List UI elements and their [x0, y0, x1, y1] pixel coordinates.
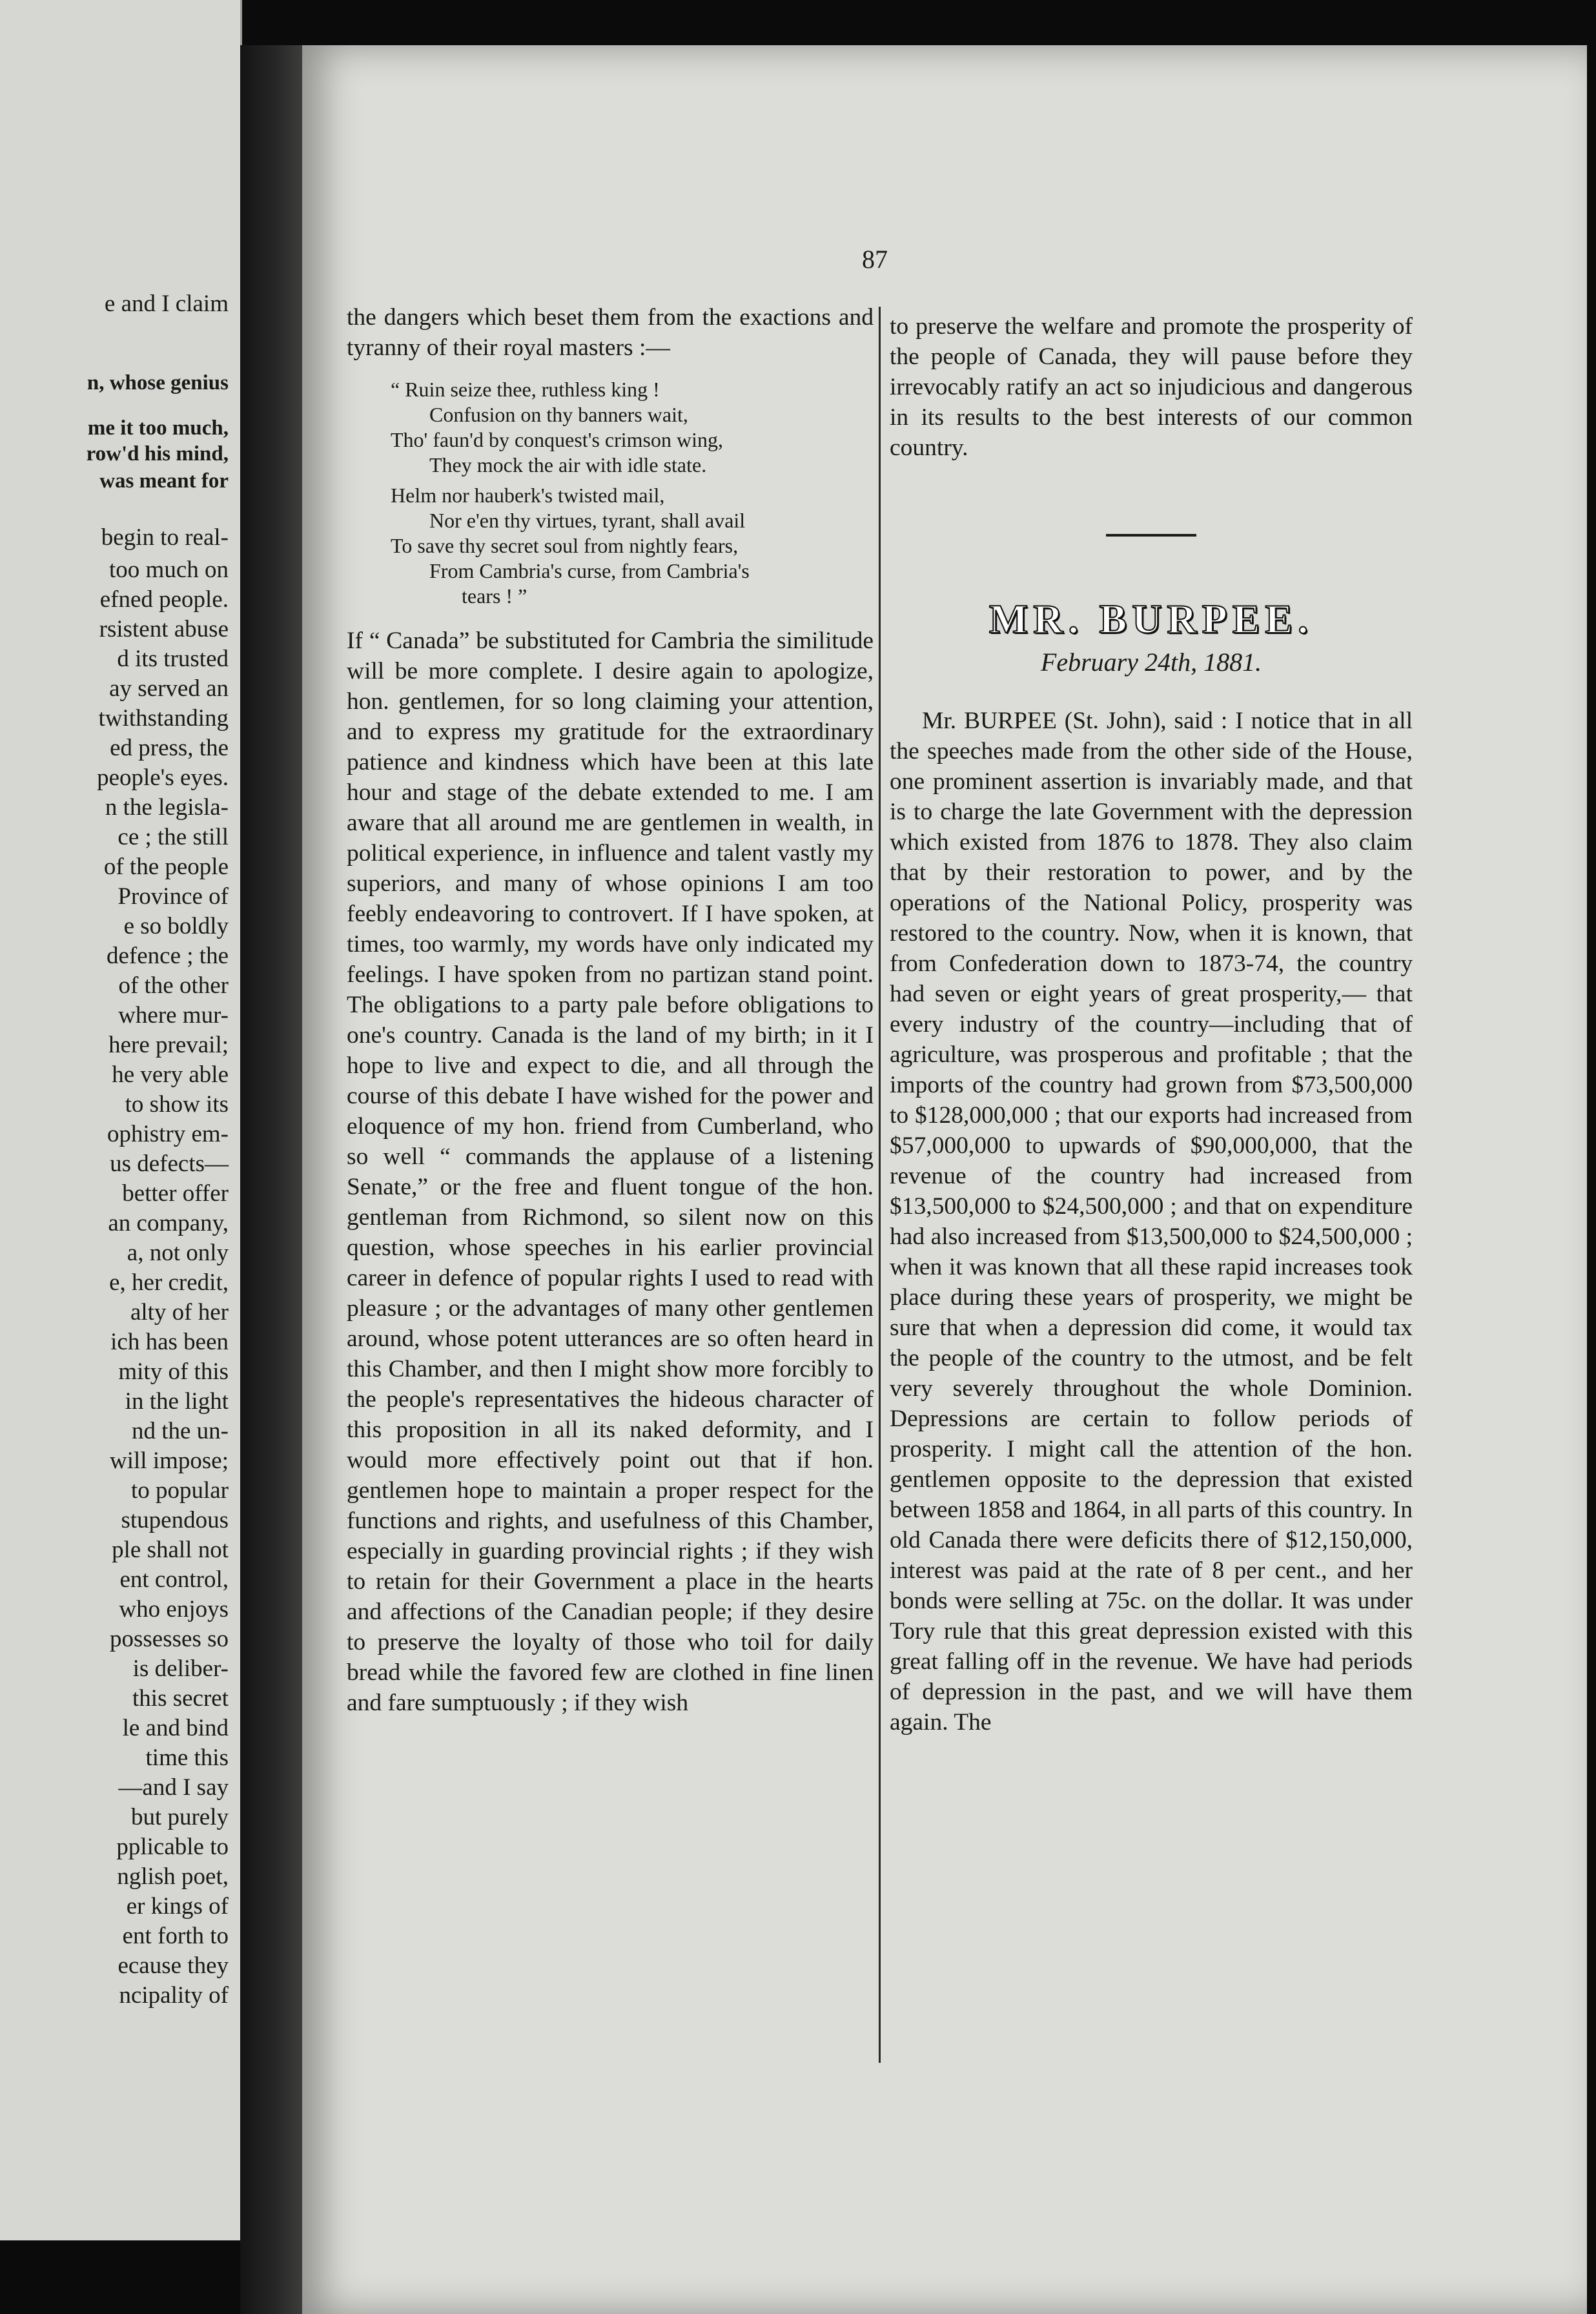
facing-page-line: time this [145, 1745, 229, 1771]
facing-page-line: ophistry em- [107, 1121, 229, 1147]
page-number: 87 [862, 245, 888, 274]
facing-page-line: d its trusted [117, 646, 229, 672]
poem-stanza-2 [365, 483, 874, 609]
facing-page-line: e, her credit, [109, 1269, 229, 1296]
facing-page-line: in the light [125, 1388, 229, 1415]
facing-page-line: n the legisla- [105, 794, 229, 821]
facing-page-line: who enjoys [119, 1596, 229, 1623]
facing-page-line: is deliber- [132, 1655, 229, 1682]
poem-line: They mock the air with idle state. [429, 453, 707, 476]
facing-page-line: e so boldly [123, 913, 229, 939]
facing-page-line: e and I claim [104, 291, 229, 317]
quoted-poem [365, 377, 874, 609]
column-divider [879, 307, 881, 2063]
facing-page-line: to popular [130, 1477, 229, 1504]
facing-page-line: ent control, [119, 1566, 229, 1593]
facing-page-line: mity of this [118, 1358, 229, 1385]
facing-page-line: too much on [109, 557, 229, 583]
right-column [890, 311, 1413, 1737]
poem-line: Confusion on thy banners wait, [429, 403, 688, 426]
facing-page-line: stupendous [121, 1507, 229, 1533]
facing-page-line: twithstanding [98, 705, 229, 732]
poem-stanza-1 [365, 377, 874, 478]
facing-page-line: here prevail; [108, 1032, 229, 1058]
facing-page-line: will impose; [110, 1448, 229, 1474]
poem-line: From Cambria's curse, from Cambria's [429, 559, 750, 582]
facing-page-line: efned people. [99, 586, 229, 613]
facing-page-line: ce ; the still [118, 824, 229, 850]
speech-date: February 24th, 1881. [1040, 648, 1262, 677]
facing-page-line: le and bind [122, 1715, 229, 1741]
facing-page-left [0, 0, 242, 2240]
section-rule [1106, 534, 1196, 537]
continuation-paragraph: to preserve the welfare and promote the prosperity of the people of Canada, they will pause before they irrevocably ratify an act so injudicious and dangerous in its results to the best interests of our common country. [890, 313, 1413, 461]
intro-paragraph: the dangers which beset them from the exactions and tyranny of their royal masters :— [347, 304, 874, 361]
speech-paragraph: Mr. BURPEE (St. John), said : I notice that in all the speeches made from the other side of the House, one prominent assertion is invariably made, and that is to charge the late Government with the depression which existed from 1876 to 1878. They also claim that by their restoration to power, and by the operations of the National Policy, prosperity was restored to the country. Now, when it is known, that from Confederation down to 1873-74, the country had seven or eight years of great prosperity,— that every industry of the country—including that of agriculture, was prosperous and profitable ; that the imports of the country had grown from $73,500,000 to $128,000,000 ; that our exports had increased from $57,000,000 to upwards of $90,000,000, that the revenue of the country had increased from $13,500,000 to $24,500,000 ; and that on expenditure had also increased from $13,500,000 to $24,500,000 ; when it was known that all these rapid increases took place during these years of prosperity, we might be sure that when a depression did come, it would tax the people of the country to the utmost, and be felt very severely throughout the whole Dominion. Depressions are certain to follow periods of prosperity. I might call the attention of the hon. gentlemen opposite to the depression that existed between 1858 and 1864, in all parts of this country. In old Canada there were deficits there of $12,150,000, interest was paid at the rate of 8 per cent., and her bonds were selling at 75c. on the dollar. It was under Tory rule that this great depression existed with this great falling off in the revenue. We have had periods of depression in the past, and we will have them again. The [890, 708, 1413, 1736]
poem-line: Tho' faun'd by conquest's crimson wing, [391, 428, 723, 451]
facing-page-line: us defects— [110, 1151, 229, 1177]
facing-page-line: Province of [118, 883, 229, 910]
facing-page-line: defence ; the [107, 943, 229, 969]
facing-page-line: he very able [112, 1061, 229, 1088]
left-column [347, 302, 874, 1718]
facing-page-line: possesses so [110, 1626, 229, 1652]
facing-page-line: ple shall not [112, 1537, 229, 1563]
facing-page-line: pplicable to [116, 1834, 229, 1860]
poem-line: tears ! ” [462, 584, 527, 608]
facing-page-line: an company, [108, 1210, 229, 1236]
facing-page-line: better offer [122, 1180, 229, 1207]
facing-page-line: begin to real- [101, 524, 229, 551]
facing-page-line: a, not only [127, 1240, 229, 1266]
poem-line: “ Ruin seize thee, ruthless king ! [391, 378, 660, 401]
facing-page-line: —and I say [118, 1774, 229, 1801]
facing-page-line: nglish poet, [117, 1863, 229, 1890]
facing-page-line: but purely [130, 1804, 229, 1830]
facing-page-line: ecause they [118, 1952, 229, 1979]
speaker-heading: MR. BURPEE. [988, 596, 1314, 642]
poem-line: Helm nor hauberk's twisted mail, [391, 484, 665, 507]
facing-page-line: rsistent abuse [99, 616, 229, 642]
facing-page-line: row'd his mind, [86, 442, 229, 466]
facing-page-line: ncipality of [119, 1982, 229, 2009]
facing-page-line: ent forth to [122, 1923, 229, 1949]
facing-page-line: nd the un- [131, 1418, 229, 1444]
facing-page-line: me it too much, [87, 416, 229, 440]
facing-page-line: where mur- [118, 1002, 229, 1029]
facing-page-line: of the people [103, 854, 229, 880]
facing-page-line: ay served an [109, 675, 229, 702]
closing-paragraph: If “ Canada” be substituted for Cambria the similitude will be more complete. I desire again to apologize, hon. gentlemen, for so long claiming your attention, and to express my gratitude for the extraordinary patience and kindness which have been at this late hour and stage of the debate extended to me. I am aware that all around me are gentlemen in wealth, in political experience, in influence and talent vastly my superiors, and many of whose opinions I am too feebly endeavoring to controvert. If I have spoken, at times, too warmly, my words have only indicated my feelings. I have spoken from no partizan stand point. The obligations to a party pale before obligations to one's country. Canada is the land of my birth; in it I hope to live and expect to die, and all through the course of this debate I have wished for the power and eloquence of my hon. friend from Cumberland, who so well “ commands the applause of a listening Senate,” or the free and fluent tongue of the hon. gentleman from Richmond, so silent now on this question, whose speeches in his earlier provincial career in defence of popular rights I used to read with pleasure ; or the advantages of many other gentlemen around, whose potent utterances are so often heard in this Chamber, and then I might show more forcibly to the people's representatives the hideous character of this proposition in all its naked deformity, and I would more effectively point out that if hon. gentlemen hope to maintain a proper respect for the functions and rights, and usefulness of this Chamber, especially in guarding provincial rights ; if they wish to retain for their Government a place in the hearts and affections of the Canadian people; if they desire to preserve the loyalty of those who toil for daily bread while the favored few are clothed in fine linen and fare sumptuously ; if they wish [347, 628, 874, 1716]
facing-page-line: was meant for [99, 469, 229, 493]
poem-line: Nor e'en thy virtues, tyrant, shall avail [429, 509, 746, 532]
facing-page-line: people's eyes. [97, 764, 229, 791]
facing-page-line: this secret [132, 1685, 229, 1712]
facing-page-line: ed press, the [110, 735, 229, 761]
facing-page-line: to show its [125, 1091, 229, 1118]
facing-page-line: of the other [118, 972, 229, 999]
facing-page-line: er kings of [126, 1893, 229, 1920]
facing-page-line: n, whose genius [87, 371, 229, 394]
poem-line: To save thy secret soul from nightly fears, [391, 534, 739, 557]
facing-page-line: ich has been [110, 1329, 229, 1355]
facing-page-line: alty of her [130, 1299, 229, 1326]
